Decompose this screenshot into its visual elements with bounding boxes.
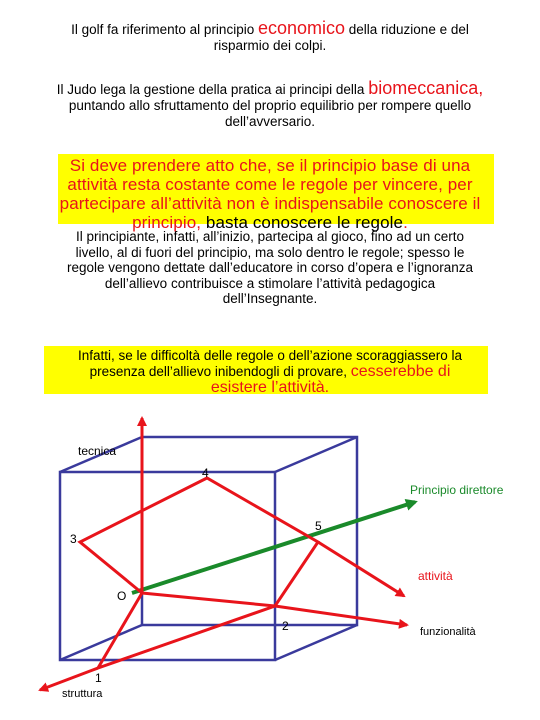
label-struttura: struttura — [62, 688, 103, 700]
paragraph-golf: Il golf fa riferimento al principio economico della riduzione e del risparmio dei colpi. — [71, 18, 469, 53]
label-tecnica: tecnica — [78, 444, 117, 458]
label-principio-direttore: Principio direttore — [410, 483, 504, 497]
principle-statement: Si deve prendere atto che, se il principio base di una attività resta costante come le regole per vincere, per partecipare all’attività non è indispensabile conoscere il principio, basta conoscere le regole. — [59, 156, 481, 232]
axis-attivita-arrow — [318, 542, 404, 596]
highlight-economico: economico — [257, 18, 346, 38]
label-point-5: 5 — [315, 519, 322, 533]
difficolta-statement: Infatti, se le difficoltà delle regole o dell’azione scoraggiassero la presenza dell’allievo inibendogli di provare, cesserebbe di esistere l’attività. — [78, 348, 462, 396]
label-point-3: 3 — [70, 532, 77, 546]
paragraph-principiante: Il principiante, infatti, all’inizio, partecipa al gioco, fino ad un certo livello, al di fuori del principio, ma solo dentro le regole; spesso le regole vengono dettate dall’educatore in corso d’opera e l’ignoranza dell’allievo contribuisce a stimolare l’attività pedagogica dell’Insegnante. — [66, 229, 474, 306]
label-origin: O — [117, 589, 127, 603]
highlight-biomeccanica: biomeccanica, — [368, 78, 484, 98]
label-point-2: 2 — [282, 619, 289, 633]
label-funzionalita: funzionalità — [420, 626, 476, 638]
paragraph-judo: Il Judo lega la gestione della pratica ai principi della biomeccanica, puntando allo sfruttamento del proprio equilibrio per rompere quello dell’avversario. — [56, 78, 484, 129]
axis-funzionalita-arrow — [275, 606, 407, 625]
label-point-1: 1 — [95, 671, 102, 685]
label-attivita: attività — [418, 569, 453, 583]
label-point-4: 4 — [202, 466, 209, 480]
axis-struttura-arrow — [40, 668, 98, 690]
